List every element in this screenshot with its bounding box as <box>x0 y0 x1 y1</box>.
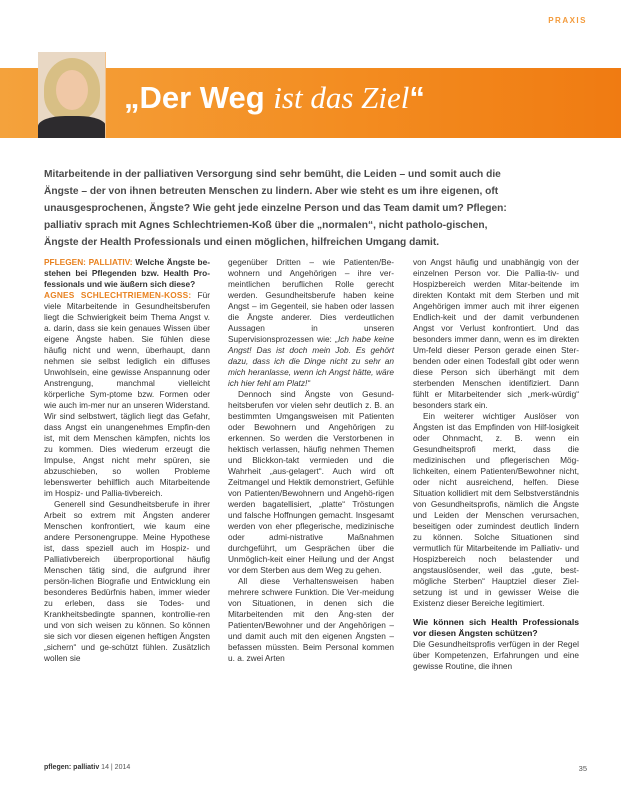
section-tag: PRAXIS <box>548 16 587 25</box>
column-3 <box>413 257 579 672</box>
interview-question <box>44 257 210 290</box>
column-1 <box>44 257 210 664</box>
portrait-photo <box>38 52 106 138</box>
body-text: gegenüber Dritten – wie Patienten/Be-wohnern und Angehörigen – ihre ver-meintlichen beruflichen Rolle gerecht werden. Gesundheitsberufe haben keine Angst – im Gegenteil, sie haben oder lassen die Ängste anderer. Dies verdeutlichen Aussagen in unseren Supervisionsprozessen wie: <box>228 257 394 344</box>
column-2 <box>228 257 394 664</box>
interview-answer <box>44 290 210 499</box>
body-paragraph: Dennoch sind Ängste von Gesund-heitsberufen vor vielen sehr deutlich z. B. an bestimmten Umgangsweisen mit Patienten oder Bewohnern und Angehörigen zu erkennen. So werden die Verstorbenen in hektisch verlassen, häufig nehmen Themen und Blickkon-takt vermieden und die Wahrheit „aus-gelagert“. Auch wird oft Zeitmangel und Hektik demonstriert, Gefühle von Patienten/Bewohnern und Angehö-rigen werden bagatellisiert, „platte“ Tröstungen und falsche Hoffnungen gemacht. Insgesamt werden von eher pflegerische, medizinische oder admi-nistrative Maßnahmen durchgeführt, um Gesprächen über die Unmöglich-keit einer Heilung und der Angst vor dem Sterben aus dem Weg zu gehen. <box>228 389 394 575</box>
portrait-face <box>56 70 88 110</box>
footer-magazine <box>44 764 130 771</box>
footer-issue: 14 | 2014 <box>99 764 131 771</box>
footer-mag-name: pflegen: palliativ <box>44 764 100 771</box>
lead-paragraph: Mitarbeitende in der palliativen Versorgung sind sehr bemüht, die Leiden – und somit auch die Ängste – der von ihnen betreuten Menschen zu lindern. Aber wie steht es um ihre eigenen, oft unausgesprochenen, Ängste? Wie geht jede einzelne Person und das Team damit um? Pflegen: palliativ sprach mit Agnes Schlechtriemen-Koß über die „normalen“, nicht patholo-gischen, Ängste der Health Professionals und einen möglichen, hilfreichen Umgang damit. <box>44 169 507 248</box>
answer-text: Für viele Mitarbeitende in Gesundheitsberufen liegt die Schwierigkeit beim Thema Angst v. a. darin, dass sie kein genaues Wissen über eigene Ängste haben. Sie fühlen diese häufig nicht und wenn, überhaupt, dann nehmen sie selbst lediglich ein diffuses Unwohlsein, eine gewisse Anspannung oder Anstrengung, manchmal vielleicht körperliche Sym-ptome bzw. Formen oder wie auch im-mer nur an unseren Widerstand. Wir sind selbstwert, täglich liegt das Gefahr, dass Angst ein unangenehmes Empfin-den ist, mit dem Menschen kämpfen, nichts los zu kommen. Dies wiederum erzeugt die Impulse, Angst nicht mehr spüren, sie abzuschieben, so wollen Probleme lebenswerter behilflich auch Mitarbeitende im Hospiz- und Pallia-tivbereich. <box>44 290 210 498</box>
section-subhead: Wie können sich Health Professionals vor diesen Ängsten schützen? <box>413 617 579 638</box>
body-paragraph: Generell sind Gesundheitsberufe in ihrer Arbeit so extrem mit Ängsten anderer Menschen konfrontiert, wie kaum eine andere Personengruppe. Meine Hypothese ist, dass speziell auch im Hospiz- und Palliativbereich überproportional häufig Menschen tätig sind, die aufgrund ihrer persön-lichen Biografie und Entwicklung ein besonderes Bedürfnis haben, immer wieder zu erleben, dass sie Todes- und Krankheitsbedingte spannen, kontrollie-ren und von sich weisen zu können. So können sie sich vor diesen eigenen heftigen Ängsten „sichern“ und ge-schützt fühlen. Zusätzlich wollen sie <box>44 499 210 663</box>
question-text: Welche Ängste be-stehen bei Pflegenden bzw. Health Pro-fessionals und wie äußern sich diese? <box>44 257 210 289</box>
article-headline <box>124 80 425 116</box>
headline-close-quote: “ <box>409 80 425 115</box>
quote-text: „Ich habe keine Angst! Das ist doch mein Job. Es gehört dazu, dass ich die Dinge nicht zu sehr an mich heranlasse, wenn ich Angst hätte, wäre ich hier fehl am Platz!“ <box>228 334 394 388</box>
portrait-shirt <box>38 116 106 138</box>
page-number: 35 <box>578 764 587 773</box>
body-paragraph: von Angst häufig und unabhängig von der einzelnen Person vor. Die Pallia-tiv- und Hospizbereich werden Mitar-beitende im direkten Kontakt mit dem Sterben und mit Angehörigen immer auch mit ihrer eigenen Endlich-keit und der damit verbundenen Angst vor Verlust konfrontiert. Und das besonders immer dann, wenn es im direkten Um-feld dieser Person gerade einen Ster-benden oder einen Todesfall gibt oder wenn diese Person sich überhängt mit dem sterbenden Menschen identifiziert. Dann fühlt er Mitarbeitender sich „merk-würdig“ besonders stark ein. <box>413 257 579 410</box>
headline-plain: Der Weg <box>139 80 274 115</box>
body-paragraph: Die Gesundheitsprofis verfügen in der Regel über Kompetenzen, Erfahrungen und eine gewisse Routine, die ihnen <box>413 639 579 671</box>
headline-italic: ist das Ziel <box>273 80 410 115</box>
headline-open-quote: „ <box>124 80 140 115</box>
body-paragraph <box>228 257 394 389</box>
body-paragraph: Ein weiterer wichtiger Auslöser von Ängsten ist das Empfinden von Hilf-losigkeit oder Ohnmacht, z. B. wenn ein Gesundheitsprofi merkt, dass die medizinischen und pflegerischen Mög-lichkeiten, einem Patienten/Bewohner nicht, oder nicht ausreichend, helfen. Diese Situation kollidiert mit dem Selbstverständnis von Gesundheitsprofis, nämlich die Ängste und Leiden der Menschen verursachen, beseitigen oder zumindest deutlich lindern zu können. Solche Situationen sind vermutlich für Mitarbeitende im Palliativ- und Hospizbereich noch belastender und angstauslösender, weil das „gute, best-mögliche Sterben“ Hauptziel dieser Ziel-setzung ist und in gewisser Weise die Existenz dieser Bereiche legitimiert. <box>413 411 579 608</box>
answer-label: AGNES SCHLECHTRIEMEN-KOSS: <box>44 290 192 300</box>
body-paragraph: All diese Verhaltensweisen haben mehrere schwere Funktion. Die Ver-meidung von Situationen, in denen sich die Mitarbeitenden mit den Äng-sten der Patienten/Bewohner und der Angehörigen – und damit auch mit den eigenen Ängsten – befassen müssten. Beim Personal kommen u. a. zwei Arten <box>228 576 394 663</box>
question-label: PFLEGEN: PALLIATIV: <box>44 257 133 267</box>
